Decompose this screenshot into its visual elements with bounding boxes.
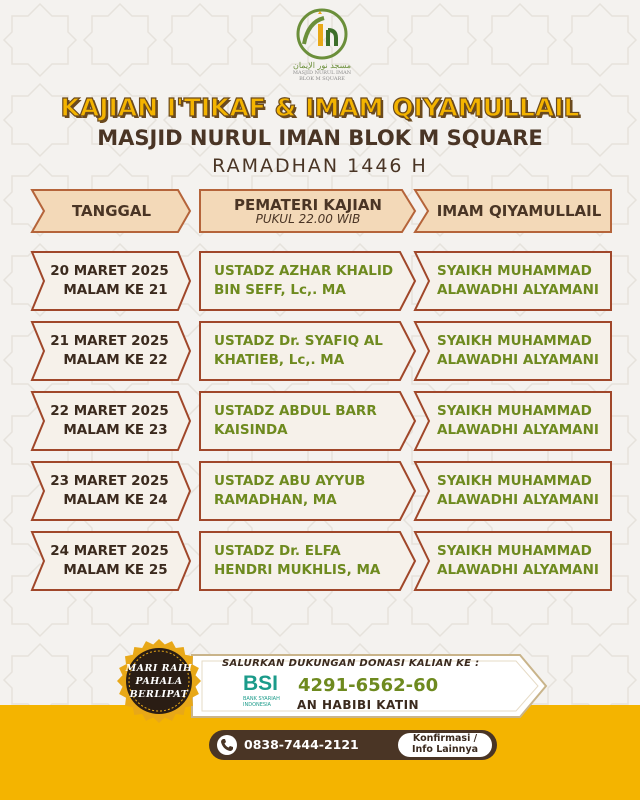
row-pemateri-line2: BIN SEFF, Lc,. MA — [214, 282, 346, 298]
header-tanggal-label: TANGGAL — [71, 202, 152, 220]
header-tanggal — [30, 188, 193, 234]
row-pemateri-cell — [198, 250, 418, 312]
row-pemateri-line1: USTADZ Dr. SYAFIQ AL — [214, 333, 383, 349]
row-imam-line2: ALAWADHI ALYAMANI — [437, 422, 599, 438]
header-pemateri-sub: PUKUL 22.00 WIB — [255, 212, 361, 226]
phone-icon — [217, 735, 237, 755]
row-imam-line2: ALAWADHI ALYAMANI — [437, 562, 599, 578]
bsi-logo-text: BSI — [243, 672, 279, 695]
row-pemateri-cell — [198, 460, 418, 522]
period-title: RAMADHAN 1446 H — [212, 155, 428, 177]
row-imam-line1: SYAIKH MUHAMMAD — [437, 543, 592, 559]
logo-subtitle-line2: BLOK M SQUARE — [299, 76, 345, 82]
bank-name-line2: INDONESIA — [243, 702, 271, 708]
row-pemateri-line1: USTADZ ABDUL BARR — [214, 403, 377, 419]
row-date-cell — [30, 460, 193, 522]
row-pemateri-line2: KAISINDA — [214, 422, 288, 438]
row-night: MALAM KE 24 — [63, 492, 168, 508]
row-imam-cell — [413, 460, 615, 522]
row-night: MALAM KE 21 — [63, 282, 168, 298]
phone-number[interactable]: 0838-7444-2121 — [244, 737, 359, 752]
row-pemateri-line1: USTADZ ABU AYYUB — [214, 473, 366, 489]
row-night: MALAM KE 22 — [63, 352, 168, 368]
header-pemateri — [198, 188, 418, 234]
account-number: 4291-6562-60 — [298, 675, 439, 696]
logo-arabic-text: مسجد نور الإيمان — [292, 61, 352, 70]
row-imam-line2: ALAWADHI ALYAMANI — [437, 352, 599, 368]
logo-subtitle-line1: MASJID NURUL IMAN — [292, 70, 352, 76]
row-date: 22 MARET 2025 — [50, 403, 169, 419]
row-date: 24 MARET 2025 — [50, 543, 169, 559]
seal-line3: BERLIPAT — [129, 688, 189, 700]
venue-title: MASJID NURUL IMAN BLOK M SQUARE — [97, 126, 543, 150]
header-imam — [413, 188, 615, 234]
row-imam-line2: ALAWADHI ALYAMANI — [437, 282, 599, 298]
row-pemateri-cell — [198, 320, 418, 382]
event-title: KAJIAN I'TIKAF & IMAM QIYAMULLAIL — [60, 93, 580, 122]
bsi-logo — [243, 672, 293, 708]
row-date: 21 MARET 2025 — [50, 333, 169, 349]
row-imam-cell — [413, 250, 615, 312]
row-date: 23 MARET 2025 — [50, 473, 169, 489]
row-pemateri-line2: HENDRI MUKHLIS, MA — [214, 562, 381, 578]
row-pemateri-cell — [198, 390, 418, 452]
row-pemateri-line2: KHATIEB, Lc,. MA — [214, 352, 345, 368]
header-pemateri-label: PEMATERI KAJIAN — [233, 196, 382, 214]
row-date: 20 MARET 2025 — [50, 263, 169, 279]
bank-name-line1: BANK SYARIAH — [243, 696, 280, 702]
row-date-cell — [30, 530, 193, 592]
row-imam-cell — [413, 320, 615, 382]
row-date-cell — [30, 320, 193, 382]
row-imam-line2: ALAWADHI ALYAMANI — [437, 492, 599, 508]
header-imam-label: IMAM QIYAMULLAIL — [436, 202, 602, 220]
row-pemateri-line1: USTADZ Dr. ELFA — [214, 543, 341, 559]
info-line2: Info Lainnya — [411, 743, 479, 755]
row-imam-cell — [413, 530, 615, 592]
info-line1: Konfirmasi / — [412, 733, 478, 744]
row-pemateri-cell — [198, 530, 418, 592]
row-imam-line1: SYAIKH MUHAMMAD — [437, 263, 592, 279]
mosque-logo — [287, 8, 357, 88]
info-button-label[interactable] — [398, 734, 492, 755]
row-night: MALAM KE 23 — [63, 422, 168, 438]
row-night: MALAM KE 25 — [63, 562, 168, 578]
row-date-cell — [30, 390, 193, 452]
row-imam-line1: SYAIKH MUHAMMAD — [437, 333, 592, 349]
mosque-logo-icon — [294, 8, 350, 60]
seal-line1: MARI RAIH — [125, 662, 193, 674]
row-date-cell — [30, 250, 193, 312]
row-imam-line1: SYAIKH MUHAMMAD — [437, 403, 592, 419]
account-name: AN HABIBI KATIN — [297, 698, 420, 712]
row-imam-line1: SYAIKH MUHAMMAD — [437, 473, 592, 489]
row-imam-cell — [413, 390, 615, 452]
row-pemateri-line1: USTADZ AZHAR KHALID — [214, 263, 394, 279]
seal-line2: PAHALA — [135, 675, 183, 687]
row-pemateri-line2: RAMADHAN, MA — [214, 492, 337, 508]
donation-title: SALURKAN DUKUNGAN DONASI KALIAN KE : — [222, 658, 480, 669]
promo-seal-badge — [116, 638, 202, 724]
